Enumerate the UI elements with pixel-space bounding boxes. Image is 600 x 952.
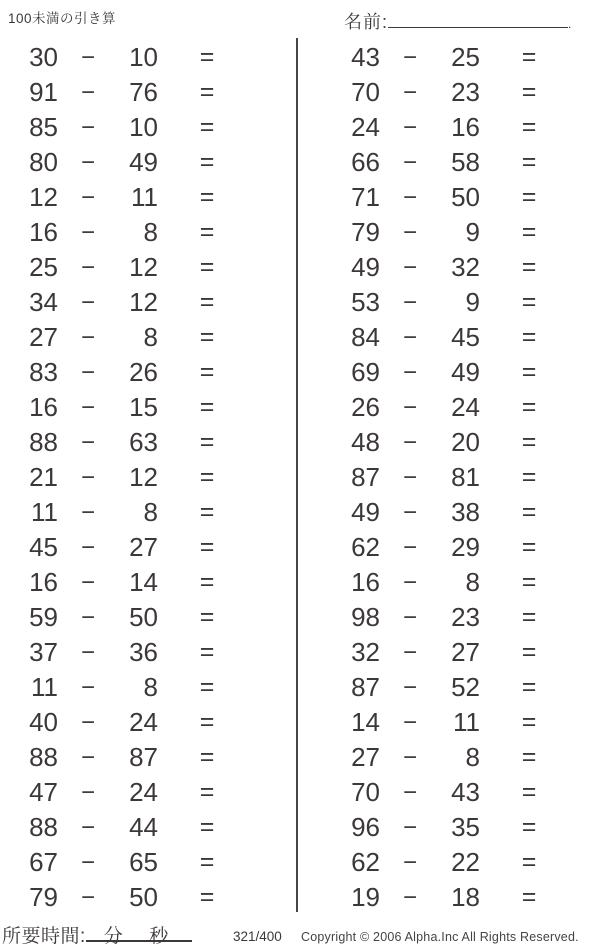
equals-sign: =	[199, 183, 215, 211]
minus-operator: −	[80, 743, 95, 771]
problem-row	[0, 75, 296, 110]
minuend: 71	[351, 182, 380, 212]
subtrahend: 11	[131, 182, 158, 212]
minuend: 26	[351, 392, 380, 422]
minuend: 98	[351, 602, 380, 632]
equals-sign: =	[521, 288, 537, 316]
minus-operator: −	[80, 253, 95, 281]
minus-operator: −	[402, 218, 417, 246]
problem-row	[0, 110, 296, 145]
minus-operator: −	[80, 813, 95, 841]
subtrahend: 27	[129, 532, 158, 562]
subtrahend: 50	[129, 882, 158, 912]
subtrahend: 22	[451, 847, 480, 877]
name-label: 名前:	[344, 12, 389, 32]
subtrahend: 8	[143, 497, 158, 527]
problem-row	[297, 285, 600, 320]
subtrahend: 87	[129, 742, 158, 772]
minuend: 12	[29, 182, 58, 212]
subtrahend: 26	[129, 357, 158, 387]
minus-operator: −	[80, 43, 95, 71]
minus-operator: −	[402, 358, 417, 386]
problem-row	[0, 145, 296, 180]
minuend: 70	[351, 777, 380, 807]
equals-sign: =	[521, 183, 537, 211]
subtrahend: 27	[451, 637, 480, 667]
subtrahend: 8	[465, 567, 480, 597]
minus-operator: −	[80, 673, 95, 701]
minus-operator: −	[402, 813, 417, 841]
equals-sign: =	[521, 253, 537, 281]
equals-sign: =	[199, 253, 215, 281]
problem-row	[297, 565, 600, 600]
subtrahend: 23	[451, 77, 480, 107]
equals-sign: =	[521, 148, 537, 176]
minuend: 91	[29, 77, 58, 107]
minuend: 11	[31, 672, 58, 702]
subtrahend: 24	[129, 707, 158, 737]
equals-sign: =	[521, 428, 537, 456]
subtrahend: 76	[129, 77, 158, 107]
subtrahend: 16	[451, 112, 480, 142]
minuend: 30	[29, 42, 58, 72]
minuend: 87	[351, 462, 380, 492]
problem-row	[0, 670, 296, 705]
problem-row	[297, 880, 600, 915]
problems-column-left	[0, 40, 296, 915]
minuend: 88	[29, 427, 58, 457]
minus-operator: −	[402, 638, 417, 666]
problem-row	[0, 565, 296, 600]
subtrahend: 35	[451, 812, 480, 842]
minuend: 27	[29, 322, 58, 352]
minuend: 16	[351, 567, 380, 597]
minus-operator: −	[402, 148, 417, 176]
minuend: 16	[29, 217, 58, 247]
problem-row	[0, 880, 296, 915]
subtrahend: 63	[129, 427, 158, 457]
problem-row	[0, 250, 296, 285]
equals-sign: =	[199, 813, 215, 841]
minus-operator: −	[402, 533, 417, 561]
subtrahend: 52	[451, 672, 480, 702]
minus-operator: −	[80, 568, 95, 596]
minuend: 14	[351, 707, 380, 737]
subtrahend: 24	[129, 777, 158, 807]
equals-sign: =	[521, 568, 537, 596]
minuend: 34	[29, 287, 58, 317]
minus-operator: −	[402, 708, 417, 736]
minus-operator: −	[80, 498, 95, 526]
equals-sign: =	[199, 218, 215, 246]
equals-sign: =	[521, 743, 537, 771]
minus-operator: −	[80, 218, 95, 246]
copyright-notice: Copyright © 2006 Alpha.Inc All Rights Reserved.	[301, 930, 579, 944]
minuend: 19	[351, 882, 380, 912]
minuend: 47	[29, 777, 58, 807]
equals-sign: =	[199, 428, 215, 456]
minuend: 80	[29, 147, 58, 177]
equals-sign: =	[521, 708, 537, 736]
equals-sign: =	[199, 708, 215, 736]
problem-row	[0, 355, 296, 390]
subtrahend: 36	[129, 637, 158, 667]
problem-row	[297, 180, 600, 215]
equals-sign: =	[521, 638, 537, 666]
subtrahend: 50	[451, 182, 480, 212]
minus-operator: −	[402, 113, 417, 141]
equals-sign: =	[521, 883, 537, 911]
minus-operator: −	[80, 463, 95, 491]
minuend: 24	[351, 112, 380, 142]
problem-row	[0, 740, 296, 775]
problem-row	[0, 390, 296, 425]
problem-row	[297, 460, 600, 495]
problem-row	[297, 250, 600, 285]
minuend: 88	[29, 742, 58, 772]
name-field-area	[344, 8, 572, 34]
problems-column-right	[297, 40, 600, 915]
subtrahend: 65	[129, 847, 158, 877]
minuend: 27	[351, 742, 380, 772]
minuend: 59	[29, 602, 58, 632]
minus-operator: −	[80, 323, 95, 351]
problem-row	[297, 215, 600, 250]
subtrahend: 23	[451, 602, 480, 632]
problem-row	[297, 145, 600, 180]
equals-sign: =	[199, 113, 215, 141]
minus-operator: −	[402, 183, 417, 211]
problem-row	[0, 320, 296, 355]
problem-row	[297, 670, 600, 705]
subtrahend: 25	[451, 42, 480, 72]
problem-row	[0, 530, 296, 565]
equals-sign: =	[521, 323, 537, 351]
minuend: 87	[351, 672, 380, 702]
time-blank-line	[86, 921, 192, 947]
equals-sign: =	[199, 78, 215, 106]
minuend: 11	[31, 497, 58, 527]
problem-row	[0, 425, 296, 460]
problem-row	[297, 635, 600, 670]
subtrahend: 9	[465, 287, 480, 317]
equals-sign: =	[521, 533, 537, 561]
problem-row	[297, 355, 600, 390]
minuend: 62	[351, 532, 380, 562]
problem-row	[0, 705, 296, 740]
equals-sign: =	[199, 848, 215, 876]
minus-operator: −	[402, 848, 417, 876]
subtrahend: 20	[451, 427, 480, 457]
subtrahend: 44	[129, 812, 158, 842]
minuend: 69	[351, 357, 380, 387]
problem-row	[297, 775, 600, 810]
minus-operator: −	[402, 253, 417, 281]
problem-row	[0, 495, 296, 530]
problem-row	[297, 495, 600, 530]
problem-row	[297, 110, 600, 145]
minuend: 96	[351, 812, 380, 842]
equals-sign: =	[521, 113, 537, 141]
minus-operator: −	[402, 78, 417, 106]
minuend: 79	[29, 882, 58, 912]
equals-sign: =	[199, 393, 215, 421]
minuend: 16	[29, 392, 58, 422]
minus-operator: −	[402, 498, 417, 526]
subtrahend: 18	[451, 882, 480, 912]
minus-operator: −	[80, 533, 95, 561]
subtrahend: 8	[143, 217, 158, 247]
minuend: 84	[351, 322, 380, 352]
minus-operator: −	[402, 778, 417, 806]
subtrahend: 12	[129, 287, 158, 317]
minus-operator: −	[80, 778, 95, 806]
problem-row	[297, 705, 600, 740]
subtrahend: 81	[451, 462, 480, 492]
subtrahend: 11	[453, 707, 480, 737]
minuend: 16	[29, 567, 58, 597]
time-required-area	[2, 921, 192, 948]
equals-sign: =	[521, 43, 537, 71]
minus-operator: −	[80, 603, 95, 631]
name-line-terminator: .	[568, 17, 573, 31]
subtrahend: 15	[129, 392, 158, 422]
minus-operator: −	[80, 113, 95, 141]
minus-operator: −	[80, 883, 95, 911]
minus-operator: −	[80, 428, 95, 456]
minuend: 45	[29, 532, 58, 562]
subtrahend: 38	[451, 497, 480, 527]
problem-row	[0, 460, 296, 495]
subtrahend: 8	[143, 322, 158, 352]
minuend: 53	[351, 287, 380, 317]
minus-operator: −	[402, 43, 417, 71]
problem-row	[0, 600, 296, 635]
minuend: 67	[29, 847, 58, 877]
equals-sign: =	[199, 358, 215, 386]
problem-row	[0, 775, 296, 810]
page-number: 321/400	[233, 929, 282, 944]
minus-operator: −	[80, 148, 95, 176]
equals-sign: =	[521, 463, 537, 491]
subtrahend: 32	[451, 252, 480, 282]
problem-row	[297, 75, 600, 110]
equals-sign: =	[199, 498, 215, 526]
equals-sign: =	[521, 848, 537, 876]
problem-row	[297, 390, 600, 425]
subtrahend: 58	[451, 147, 480, 177]
minuend: 66	[351, 147, 380, 177]
subtrahend: 8	[465, 742, 480, 772]
problem-row	[0, 180, 296, 215]
minutes-label: 分	[103, 926, 124, 947]
minus-operator: −	[402, 603, 417, 631]
problem-row	[297, 40, 600, 75]
minuend: 49	[351, 252, 380, 282]
subtrahend: 10	[129, 42, 158, 72]
equals-sign: =	[199, 148, 215, 176]
minus-operator: −	[402, 743, 417, 771]
minuend: 85	[29, 112, 58, 142]
subtrahend: 9	[465, 217, 480, 247]
problem-row	[0, 845, 296, 880]
equals-sign: =	[199, 778, 215, 806]
equals-sign: =	[199, 463, 215, 491]
subtrahend: 8	[143, 672, 158, 702]
subtrahend: 45	[451, 322, 480, 352]
subtrahend: 24	[451, 392, 480, 422]
minus-operator: −	[80, 638, 95, 666]
equals-sign: =	[521, 673, 537, 701]
subtrahend: 14	[129, 567, 158, 597]
equals-sign: =	[521, 603, 537, 631]
equals-sign: =	[199, 568, 215, 596]
subtrahend: 49	[451, 357, 480, 387]
equals-sign: =	[199, 638, 215, 666]
equals-sign: =	[521, 813, 537, 841]
worksheet-title: 100未満の引き算	[8, 11, 117, 26]
problem-row	[297, 740, 600, 775]
equals-sign: =	[521, 498, 537, 526]
problem-row	[0, 285, 296, 320]
minus-operator: −	[402, 428, 417, 456]
time-required-label: 所要時間:	[2, 926, 86, 947]
equals-sign: =	[521, 218, 537, 246]
minus-operator: −	[80, 288, 95, 316]
equals-sign: =	[199, 43, 215, 71]
equals-sign: =	[521, 78, 537, 106]
equals-sign: =	[199, 288, 215, 316]
minus-operator: −	[80, 358, 95, 386]
minus-operator: −	[402, 463, 417, 491]
problem-row	[297, 845, 600, 880]
equals-sign: =	[521, 393, 537, 421]
equals-sign: =	[199, 533, 215, 561]
equals-sign: =	[199, 883, 215, 911]
subtrahend: 50	[129, 602, 158, 632]
minus-operator: −	[402, 288, 417, 316]
minus-operator: −	[402, 883, 417, 911]
problem-row	[0, 215, 296, 250]
problem-row	[297, 600, 600, 635]
equals-sign: =	[199, 603, 215, 631]
minuend: 83	[29, 357, 58, 387]
equals-sign: =	[199, 323, 215, 351]
seconds-label: 秒	[149, 926, 169, 947]
subtrahend: 49	[129, 147, 158, 177]
problem-row	[297, 320, 600, 355]
minus-operator: −	[80, 183, 95, 211]
minus-operator: −	[80, 393, 95, 421]
problem-row	[297, 810, 600, 845]
minuend: 62	[351, 847, 380, 877]
equals-sign: =	[199, 673, 215, 701]
problem-row	[297, 530, 600, 565]
equals-sign: =	[199, 743, 215, 771]
minus-operator: −	[402, 568, 417, 596]
subtrahend: 29	[451, 532, 480, 562]
subtrahend: 12	[129, 252, 158, 282]
minuend: 79	[351, 217, 380, 247]
minus-operator: −	[402, 323, 417, 351]
minuend: 43	[351, 42, 380, 72]
subtrahend: 43	[451, 777, 480, 807]
subtrahend: 12	[129, 462, 158, 492]
problem-row	[0, 40, 296, 75]
minuend: 32	[351, 637, 380, 667]
minuend: 37	[29, 637, 58, 667]
minuend: 25	[29, 252, 58, 282]
minuend: 70	[351, 77, 380, 107]
minus-operator: −	[402, 393, 417, 421]
problem-row	[0, 810, 296, 845]
equals-sign: =	[521, 358, 537, 386]
subtrahend: 10	[129, 112, 158, 142]
minuend: 48	[351, 427, 380, 457]
problem-row	[0, 635, 296, 670]
minus-operator: −	[80, 848, 95, 876]
name-blank-line	[388, 11, 568, 28]
minuend: 40	[29, 707, 58, 737]
minuend: 21	[29, 462, 58, 492]
minus-operator: −	[402, 673, 417, 701]
minuend: 88	[29, 812, 58, 842]
minus-operator: −	[80, 708, 95, 736]
minus-operator: −	[80, 78, 95, 106]
minuend: 49	[351, 497, 380, 527]
problem-row	[297, 425, 600, 460]
equals-sign: =	[521, 778, 537, 806]
